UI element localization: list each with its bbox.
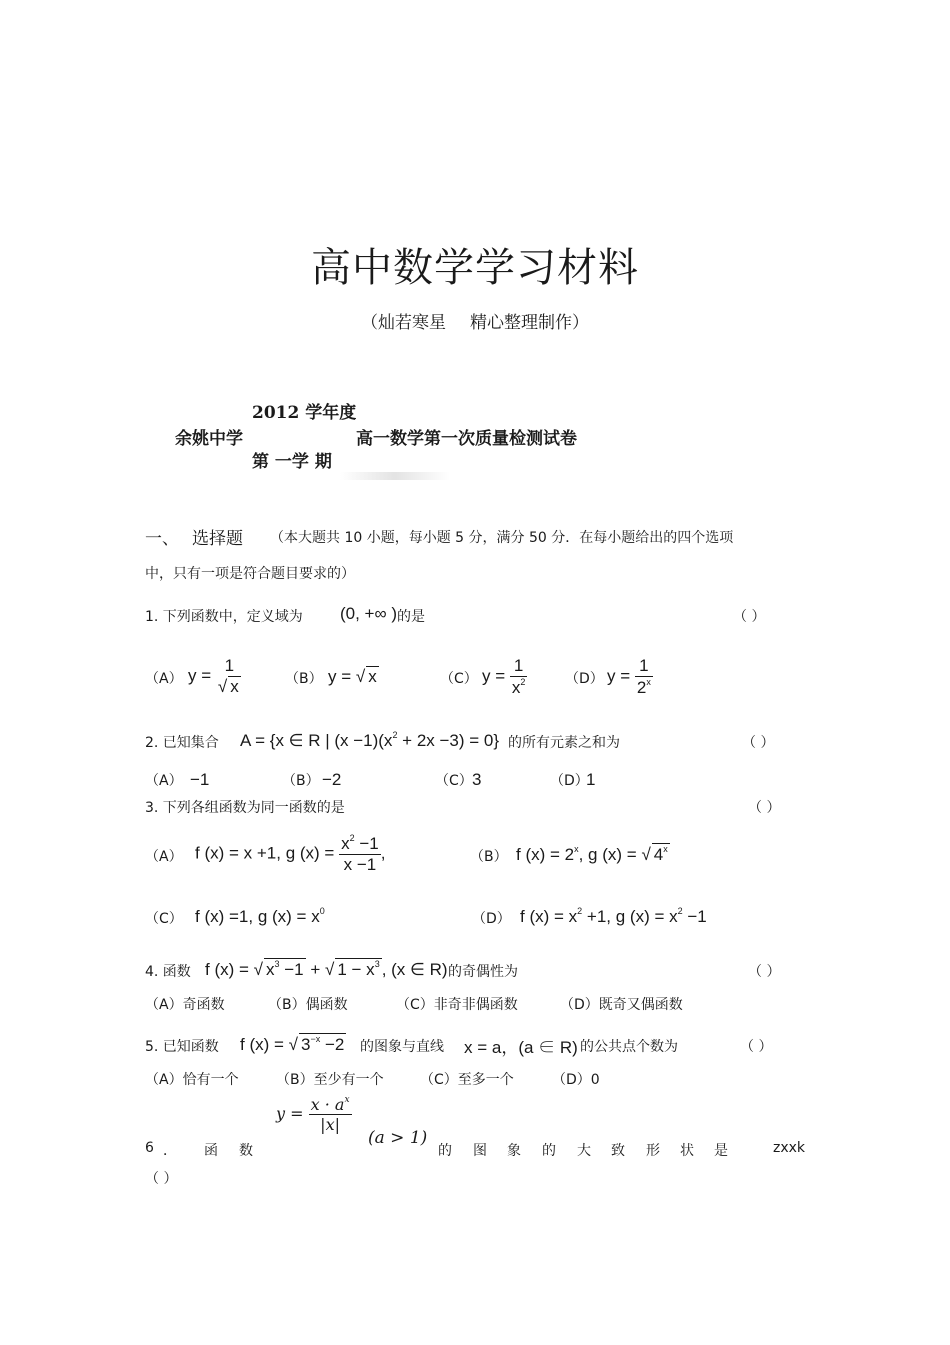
q3-c-expr: f (x) =1, g (x) = x (195, 907, 320, 926)
q6-tag: zxxk (773, 1140, 806, 1156)
q1-c-den (510, 676, 528, 698)
q1-a-den: √ x (217, 677, 239, 696)
q2-option-b-value: −2 (322, 770, 342, 789)
q2-set-sup: 2 (392, 730, 398, 740)
q2-option-d-value: 1 (586, 770, 596, 789)
q3-answer-bracket: （ ） (748, 800, 781, 816)
section-desc-1: （本大题共 10 小题，每小题 5 分，满分 50 分．在每小题给出的四个选项 (270, 530, 734, 546)
q1-c-den-sup: 2 (520, 677, 526, 687)
q3-option-d (520, 906, 707, 927)
q4-rad2 (335, 958, 381, 980)
q3-d-sup1: 2 (577, 906, 583, 916)
header-year: 2012 学年度 (252, 403, 357, 423)
q5-f: f (x) = (240, 1035, 284, 1054)
scan-smudge (340, 472, 450, 480)
q6-word-9: 形 (646, 1143, 660, 1159)
q5-option-d: （D）0 (552, 1072, 600, 1088)
q4-option-b: （B）偶函数 (268, 997, 348, 1013)
q6-word-8: 致 (611, 1143, 625, 1159)
q6-word-4: 图 (473, 1143, 487, 1159)
q1-a-num: 1 (224, 656, 235, 675)
q1-a-yeq: y = (188, 665, 212, 685)
q1-c-num: 1 (513, 656, 524, 675)
q3-a-fraction (339, 833, 381, 875)
q1-d-fraction (635, 656, 653, 698)
q3-d-tail: −1 (682, 907, 707, 926)
q2-answer-bracket: （ ） (742, 735, 775, 751)
q3-b-rad-sup: x (663, 844, 668, 854)
q4-function: f (x) = √ $x^3 -1$ + √ $1 - x^3$ , (x ∈ R) (205, 959, 448, 979)
q6-num-sup: x (344, 1095, 350, 1105)
q5-line: x = a，(a ∈ R) (464, 1038, 578, 1057)
q6-formula (276, 1095, 352, 1134)
q3-d-sup2: 2 (677, 906, 683, 916)
q3-b-mid: , g (x) = (578, 845, 637, 864)
q3-a-den: x −1 (339, 854, 381, 875)
q4-rad1-sup: 3 (274, 959, 280, 969)
q6-word-5: 象 (507, 1143, 521, 1159)
q5-mid: 的图象与直线 (360, 1039, 444, 1055)
q4-answer-bracket: （ ） (748, 964, 781, 980)
q5-function: f (x) = √ $3^{-x} -2$ (240, 1034, 345, 1054)
q2-option-d-label: （D） (550, 773, 589, 789)
doc-subtitle (0, 308, 950, 333)
q5-suffix: 的公共点个数为 (580, 1039, 678, 1055)
section-name: 选择题 (192, 529, 243, 549)
q5-option-c: （C）至多一个 (420, 1072, 514, 1088)
q1-answer-bracket: （ ） (733, 609, 766, 625)
q3-a-num-tail: −1 (354, 834, 379, 853)
q6-word-1: 函 (204, 1143, 218, 1159)
q4-rad1 (264, 958, 306, 980)
q3-option-b-label: （B） (470, 849, 508, 865)
q6-word-2: 数 (239, 1143, 253, 1159)
q3-b-rad (652, 843, 670, 865)
q6-yeq: y = (276, 1104, 304, 1123)
q5-option-a: （A）恰有一个 (145, 1072, 239, 1088)
q6-num-expr: x · a (310, 1095, 345, 1114)
q5-answer-bracket: （ ） (740, 1039, 773, 1055)
q2-set-tail: + 2x −3) = 0} (397, 731, 500, 750)
q6-number: 6 (145, 1140, 154, 1156)
q4-option-c: （C）非奇非偶函数 (396, 997, 518, 1013)
q1-option-c-label: （C） (440, 671, 478, 687)
q2-set-head: A = {x ∈ R | (x −1)(x (240, 731, 393, 750)
q3-b-rad-base: 4 (653, 845, 664, 864)
q1-domain: (0, +∞ ) (340, 604, 397, 623)
q5-rad-sup: −x (310, 1034, 321, 1044)
q3-a-expr: f (x) = x +1, g (x) = (195, 843, 335, 863)
q2-prefix: 2. 已知集合 (145, 735, 219, 751)
q3-b-sup: x (574, 844, 579, 854)
q4-suffix: 的奇偶性为 (448, 964, 518, 980)
q1-option-d-label: （D） (565, 671, 604, 687)
q3-a-num (339, 833, 381, 854)
q3-d-mid: +1, g (x) = x (582, 907, 678, 926)
q6-den: |x| (309, 1114, 352, 1134)
q3-option-a (195, 833, 385, 875)
section-desc-2: 中，只有一项是符合题目要求的） (145, 566, 355, 582)
q1-option-d (607, 656, 653, 698)
q6-word-10: 状 (680, 1143, 694, 1159)
q6-word-3: 的 (438, 1143, 452, 1159)
q1-c-fraction (510, 656, 528, 698)
q1-option-a-label: （A） (145, 671, 183, 687)
header-exam: 高一数学第一次质量检测试卷 (356, 429, 577, 449)
subtitle-left: （灿若寒星 (361, 313, 446, 333)
q3-c-sup: 0 (319, 906, 325, 916)
q1-option-c (482, 656, 527, 698)
section-number: 一、 (145, 529, 179, 549)
q3-a-num-x: x (341, 834, 350, 853)
q6-word-6: 的 (542, 1143, 556, 1159)
header-term: 第 一学 期 (252, 452, 332, 472)
q5-option-b: （B）至少有一个 (276, 1072, 384, 1088)
q4-rad2-expr: 1 − x (337, 960, 375, 979)
q3-option-c (195, 906, 325, 927)
q1-option-a (188, 656, 243, 697)
q1-option-b: y = √ x (328, 667, 377, 686)
q6-dot: ． (163, 1143, 177, 1159)
q2-option-a-value: −1 (190, 770, 210, 789)
q3-b-expr: f (x) = 2 (516, 845, 575, 864)
q1-option-b-label: （B） (285, 671, 323, 687)
q1-a-rad: x (230, 677, 239, 696)
subtitle-right: 精心整理制作） (470, 313, 589, 333)
q5-prefix: 5. 已知函数 (145, 1039, 219, 1055)
q6-num (309, 1095, 352, 1114)
q3-option-a-label: （A） (145, 849, 183, 865)
q2-suffix: 的所有元素之和为 (508, 735, 620, 751)
q1-b-rad: x (368, 667, 377, 686)
q4-rad2-sup: 3 (374, 959, 380, 969)
q4-prefix: 4. 函数 (145, 964, 191, 980)
q2-option-b-label: （B） (282, 773, 320, 789)
q6-condition: (a > 1) (368, 1128, 428, 1148)
q6-word-11: 是 (714, 1143, 728, 1159)
q5-rad-base: 3 (300, 1035, 311, 1054)
q3-a-comma: , (380, 843, 386, 863)
q5-rad-tail: −2 (320, 1035, 345, 1054)
q1-c-den-x: x (511, 678, 521, 697)
q4-domain: , (x ∈ R) (381, 960, 448, 979)
q1-a-fraction (216, 656, 243, 697)
q5-rad (299, 1033, 346, 1055)
q6-fraction (309, 1095, 352, 1134)
q1-d-den-sup: x (646, 677, 651, 687)
q4-plus: + (310, 960, 321, 979)
q2-option-a-label: （A） (145, 773, 183, 789)
header-school: 余姚中学 (175, 429, 243, 449)
q4-option-d: （D）既奇又偶函数 (560, 997, 683, 1013)
q4-rad1-x: x (265, 960, 275, 979)
q2-option-c-label: （C） (435, 773, 473, 789)
q4-option-a: （A）奇函数 (145, 997, 225, 1013)
q1-d-den (635, 676, 653, 698)
q3-text: 3. 下列各组函数为同一函数的是 (145, 800, 345, 816)
q1-c-yeq: y = (482, 666, 506, 686)
q3-option-d-label: （D） (472, 911, 511, 927)
q3-option-c-label: （C） (145, 911, 183, 927)
q1-b-yeq: y = (328, 667, 352, 686)
q2-option-c-value: 3 (472, 770, 482, 789)
q4-rad1-tail: −1 (279, 960, 304, 979)
q2-set (240, 730, 499, 751)
q6-word-7: 大 (577, 1143, 591, 1159)
q4-f: f (x) = (205, 960, 249, 979)
q3-option-b: f $(x) = 2^x$, g (x) = √ 4$^x$ (516, 844, 668, 864)
q3-d-expr1: f (x) = x (520, 907, 578, 926)
q1-prefix: 1. 下列函数中，定义域为 (145, 609, 303, 625)
q3-a-num-sup: 2 (349, 833, 355, 843)
q1-d-den-2: 2 (636, 678, 647, 697)
q1-d-yeq: y = (607, 666, 631, 686)
q1-suffix: 的是 (397, 609, 425, 625)
q1-d-num: 1 (639, 656, 649, 675)
q6-answer-bracket: （ ） (145, 1171, 178, 1187)
doc-title: 高中数学学习材料 (311, 245, 639, 291)
